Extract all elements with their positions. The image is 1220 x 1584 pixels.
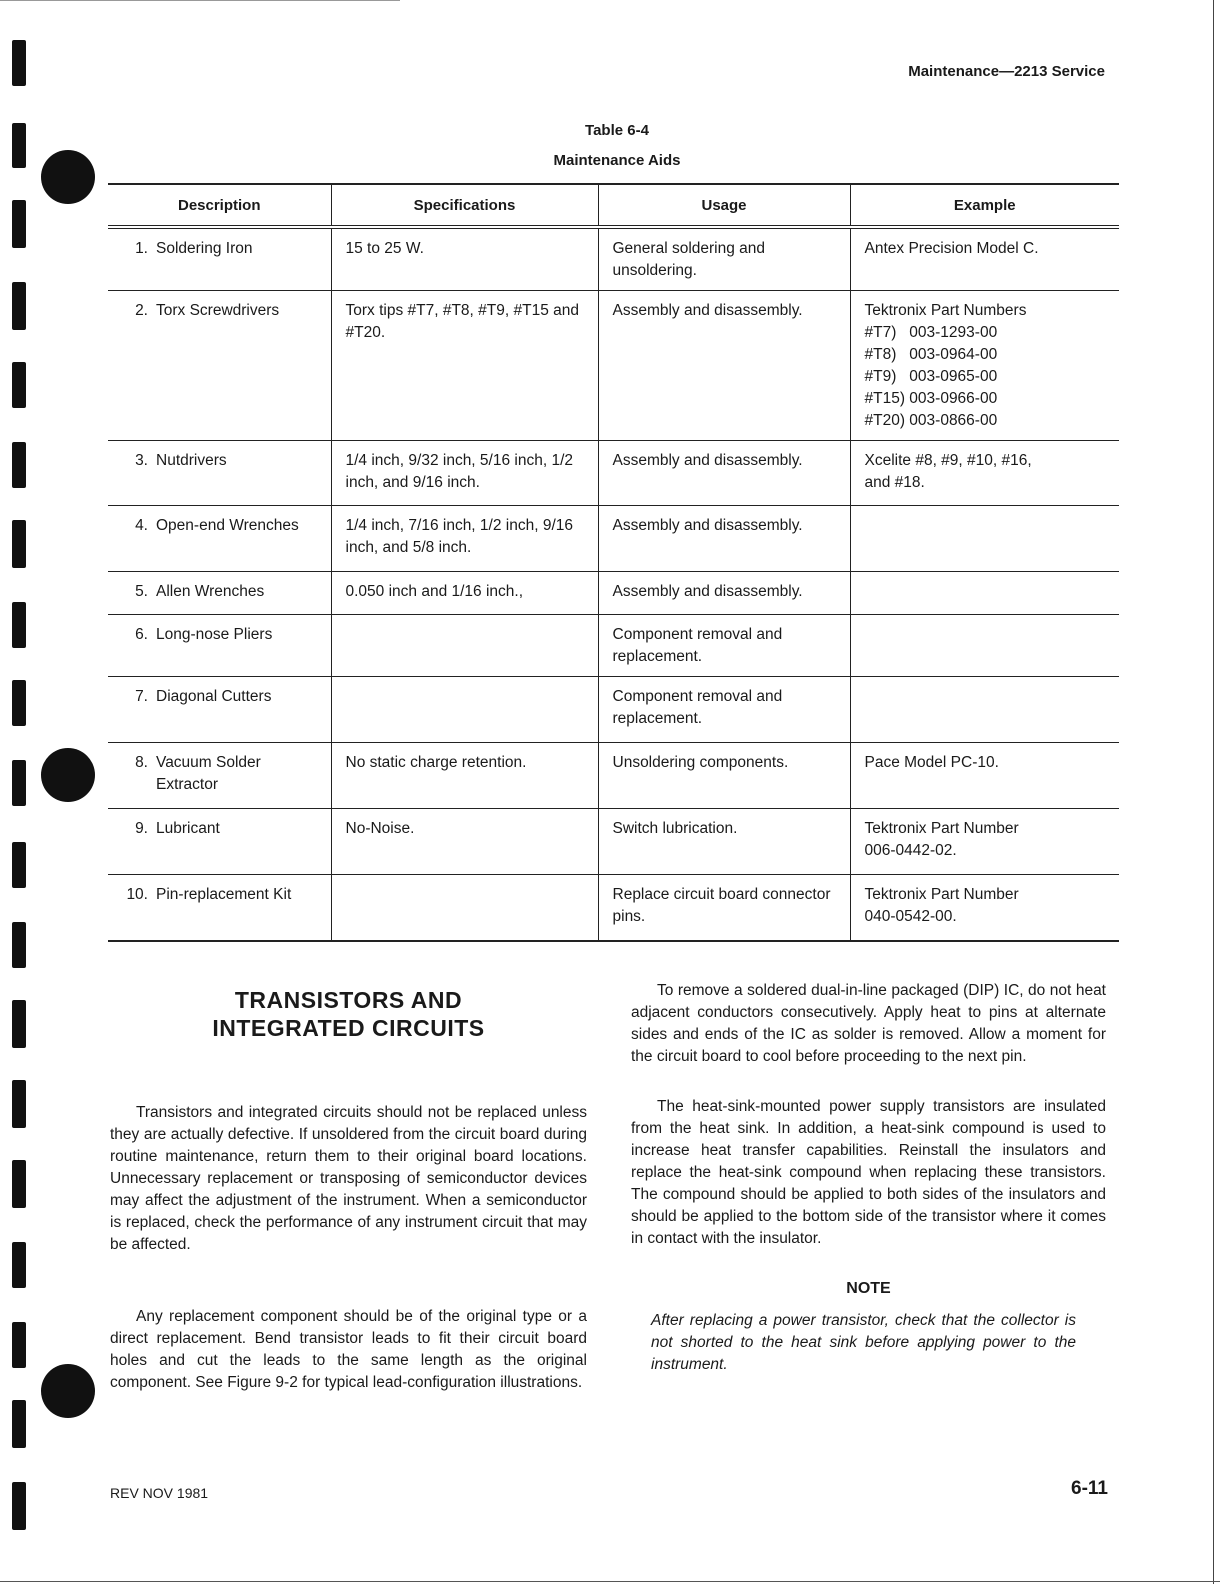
cell-description — [108, 743, 331, 809]
cell-usage: Assembly and disassembly. — [598, 506, 850, 572]
cell-usage: Unsoldering components. — [598, 743, 850, 809]
table-row — [108, 809, 1119, 875]
section-heading-line: INTEGRATED CIRCUITS — [212, 1015, 485, 1041]
section-heading-line: TRANSISTORS AND — [234, 987, 463, 1013]
column-header-specifications: Specifications — [331, 184, 598, 227]
scan-edge-bottom — [0, 1581, 1220, 1582]
column-header-example: Example — [850, 184, 1119, 227]
item-description: Diagonal Cutters — [156, 688, 272, 705]
cell-description — [108, 875, 331, 941]
cell-specifications — [331, 615, 598, 677]
binding-bar — [12, 282, 26, 330]
cell-specifications: Torx tips #T7, #T8, #T9, #T15 and #T20. — [331, 291, 598, 441]
example-line: Tektronix Part Number — [864, 820, 1019, 837]
table-row — [108, 506, 1119, 572]
running-header: Maintenance—2213 Service — [908, 63, 1105, 80]
cell-usage: Assembly and disassembly. — [598, 572, 850, 615]
example-line: Xcelite #8, #9, #10, #16, — [864, 452, 1032, 469]
item-number: 10. — [126, 886, 148, 903]
cell-example — [850, 441, 1119, 506]
cell-example — [850, 743, 1119, 809]
item-number: 8. — [135, 754, 148, 771]
cell-specifications: No-Noise. — [331, 809, 598, 875]
binding-bar — [12, 1160, 26, 1208]
binding-bar — [12, 1000, 26, 1048]
binding-bar — [12, 602, 26, 648]
column-header-description: Description — [108, 184, 331, 227]
cell-example — [850, 809, 1119, 875]
table-title: Maintenance Aids — [553, 152, 681, 169]
note-body: After replacing a power transistor, check that the collector is not shorted to the heat sink before applying power to the instrument. — [651, 1312, 1076, 1373]
cell-description — [108, 291, 331, 441]
binding-bar — [12, 1400, 26, 1448]
cell-example — [850, 677, 1119, 743]
section-heading — [110, 986, 587, 1042]
binding-bar — [12, 1482, 26, 1530]
item-number: 5. — [135, 583, 148, 600]
cell-description — [108, 227, 331, 291]
cell-specifications: 0.050 inch and 1/16 inch., — [331, 572, 598, 615]
scan-edge-right — [1213, 0, 1214, 1584]
cell-usage: Replace circuit board connector pins. — [598, 875, 850, 941]
item-number: 2. — [135, 302, 148, 319]
cell-specifications: 1/4 inch, 9/32 inch, 5/16 inch, 1/2 inch, and 9/16 inch. — [331, 441, 598, 506]
cell-example — [850, 572, 1119, 615]
item-description: Long-nose Pliers — [156, 626, 273, 643]
cell-usage: Component removal and replacement. — [598, 677, 850, 743]
binding-bar — [12, 200, 26, 248]
binding-bar — [12, 1242, 26, 1288]
item-description: Open-end Wrenches — [156, 517, 299, 534]
cell-example — [850, 506, 1119, 572]
example-line: Pace Model PC-10. — [864, 754, 999, 771]
example-line: Tektronix Part Numbers — [864, 302, 1027, 319]
example-line: 006-0442-02. — [864, 842, 957, 859]
binding-margin — [0, 0, 30, 1584]
example-line: 040-0542-00. — [864, 908, 957, 925]
cell-usage: Component removal and replacement. — [598, 615, 850, 677]
item-description: Nutdrivers — [156, 452, 227, 469]
item-description: Allen Wrenches — [156, 583, 265, 600]
table-row — [108, 743, 1119, 809]
binding-bar — [12, 362, 26, 408]
right-column — [631, 980, 1106, 1376]
binding-bar — [12, 842, 26, 888]
cell-description — [108, 506, 331, 572]
item-description: Torx Screwdrivers — [156, 302, 280, 319]
scan-edge-top — [0, 0, 400, 1]
table-row — [108, 291, 1119, 441]
binding-bar — [12, 922, 26, 968]
cell-usage: Assembly and disassembly. — [598, 441, 850, 506]
cell-usage: Assembly and disassembly. — [598, 291, 850, 441]
example-line: #T9) 003-0965-00 — [864, 368, 998, 385]
binding-bar — [12, 680, 26, 726]
example-line: and #18. — [864, 474, 925, 491]
note-title: NOTE — [846, 1280, 891, 1297]
cell-usage: General soldering and unsoldering. — [598, 227, 850, 291]
paragraph: To remove a soldered dual-in-line packaged (DIP) IC, do not heat adjacent conductors consecutively. Apply heat to pins at alternate sides and ends of the IC as solder is removed. Allow a moment for the circuit board to cool before proceeding to the next pin. — [631, 982, 1106, 1065]
column-header-usage: Usage — [598, 184, 850, 227]
binding-bar — [12, 442, 26, 488]
table-row — [108, 615, 1119, 677]
punch-hole — [41, 748, 95, 802]
paragraph: Any replacement component should be of the original type or a direct replacement. Bend transistor leads to fit their circuit board holes and cut the leads to the same length as the original component. See Figure 9-2 for typical lead-configuration illustrations. — [110, 1308, 587, 1391]
revision-date: REV NOV 1981 — [110, 1485, 209, 1501]
paragraph: Transistors and integrated circuits should not be replaced unless they are actually defective. If unsoldered from the circuit board during routine maintenance, return them to their original board locations. Unnecessary replacement or transposing of semiconductor devices may affect the adjustment of the instrument. When a semiconductor is replaced, check the performance of any instrument circuit that may be affected. — [110, 1104, 587, 1253]
cell-specifications — [331, 677, 598, 743]
item-number: 7. — [135, 688, 148, 705]
cell-example — [850, 615, 1119, 677]
cell-example — [850, 875, 1119, 941]
table-number: Table 6-4 — [585, 122, 649, 139]
item-number: 4. — [135, 517, 148, 534]
table-row — [108, 572, 1119, 615]
cell-specifications: 15 to 25 W. — [331, 227, 598, 291]
binding-bar — [12, 760, 26, 806]
cell-example — [850, 227, 1119, 291]
binding-bar — [12, 520, 26, 568]
binding-bar — [12, 40, 26, 86]
punch-hole — [41, 1364, 95, 1418]
example-line: #T20) 003-0866-00 — [864, 412, 998, 429]
cell-specifications: No static charge retention. — [331, 743, 598, 809]
cell-usage: Switch lubrication. — [598, 809, 850, 875]
cell-example — [850, 291, 1119, 441]
item-description: Pin-replacement Kit — [156, 886, 292, 903]
table-row — [108, 441, 1119, 506]
item-number: 9. — [135, 820, 148, 837]
example-line: #T7) 003-1293-00 — [864, 324, 998, 341]
table-row — [108, 875, 1119, 941]
table-body — [108, 227, 1119, 941]
item-description: Soldering Iron — [156, 240, 253, 257]
item-number: 3. — [135, 452, 148, 469]
cell-specifications: 1/4 inch, 7/16 inch, 1/2 inch, 9/16 inch, and 5/8 inch. — [331, 506, 598, 572]
example-line: #T15) 003-0966-00 — [864, 390, 998, 407]
table-row — [108, 677, 1119, 743]
paragraph: The heat-sink-mounted power supply transistors are insulated from the heat sink. In addition, a heat-sink compound is used to increase heat transfer capabilities. Reinstall the insulators and replace the heat-sink compound when replacing these transistors. The compound should be applied to both sides of the insulators and should be applied to the bottom side of the transistor where it comes in contact with the insulator. — [631, 1098, 1106, 1247]
example-line: Tektronix Part Number — [864, 886, 1019, 903]
left-column — [110, 986, 587, 1394]
example-line: #T8) 003-0964-00 — [864, 346, 998, 363]
example-line: Antex Precision Model C. — [864, 240, 1039, 257]
item-number: 6. — [135, 626, 148, 643]
item-number: 1. — [135, 240, 148, 257]
maintenance-aids-table — [108, 183, 1119, 942]
cell-description — [108, 677, 331, 743]
binding-bar — [12, 1080, 26, 1128]
binding-bar — [12, 1322, 26, 1368]
item-description: Lubricant — [156, 820, 220, 837]
cell-specifications — [331, 875, 598, 941]
table-row — [108, 227, 1119, 291]
cell-description — [108, 809, 331, 875]
cell-description — [108, 615, 331, 677]
page-number: 6-11 — [1071, 1478, 1108, 1499]
cell-description — [108, 572, 331, 615]
cell-description — [108, 441, 331, 506]
item-description: Vacuum Solder Extractor — [156, 754, 261, 793]
